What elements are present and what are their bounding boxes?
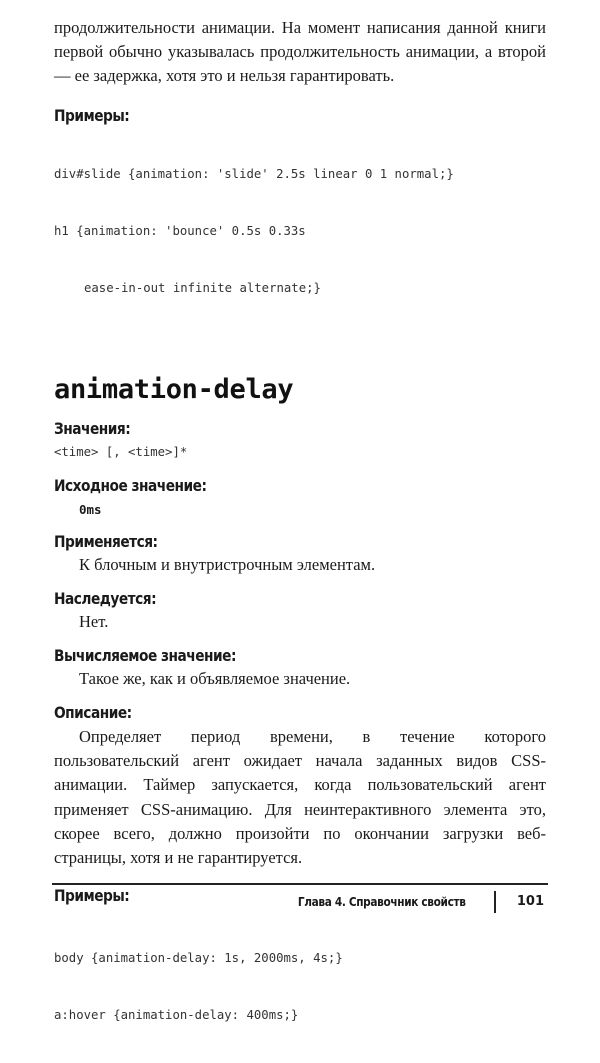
inherited-text: Нет.: [79, 612, 109, 631]
code-line: ease-in-out infinite alternate;}: [84, 281, 321, 295]
property-title: animation-delay: [54, 374, 294, 405]
computed-value-heading: Вычисляемое значение:: [54, 646, 236, 665]
applies-to-heading: Применяется:: [54, 532, 158, 551]
code-line: a:hover {animation-delay: 400ms;}: [54, 1008, 299, 1023]
code-line: div#slide {animation: 'slide' 2.5s linear 0 1 normal;}: [54, 167, 454, 181]
initial-value-heading: Исходное значение:: [54, 476, 207, 495]
inherited-heading: Наследуется:: [54, 589, 157, 608]
code-line: h1 {animation: 'bounce' 0.5s 0.33s: [54, 224, 306, 238]
code-block-examples: [54, 127, 546, 336]
code-line: body {animation-delay: 1s, 2000ms, 4s;}: [54, 951, 343, 966]
applies-to-text: К блочным и внутристрочным элементам.: [79, 555, 376, 574]
examples-heading: Примеры:: [54, 106, 130, 125]
intro-paragraph: продолжительности анимации. На момент написания данной книги первой обычно указывалась продолжительность анимации, а второй — ее задержка, хотя это и нельзя гарантировать.: [54, 18, 546, 85]
initial-value: 0ms: [79, 502, 102, 517]
chapter-title: Глава 4. Справочник свойств: [298, 895, 466, 909]
footer-divider: [494, 891, 496, 913]
values-heading: Значения:: [54, 419, 131, 438]
values-syntax: <time> [, <time>]*: [54, 445, 188, 459]
computed-value-text: Такое же, как и объявляемое значение.: [79, 669, 351, 688]
description-heading: Описание:: [54, 703, 132, 722]
description-paragraph: Определяет период времени, в течение которого пользовательский агент ожидает начала заданных видов CSS-анимации. Таймер запускается, когда пользовательский агент применяет CSS-анимацию. Для неинтерактивного элемента это, скорее всего, должно произойти по окончании загрузки веб-страницы, хотя и не гарантируется.: [54, 727, 546, 868]
code-block-examples-2: [54, 911, 546, 1063]
examples-heading-2: Примеры:: [54, 886, 130, 906]
page-number: 101: [516, 894, 544, 909]
